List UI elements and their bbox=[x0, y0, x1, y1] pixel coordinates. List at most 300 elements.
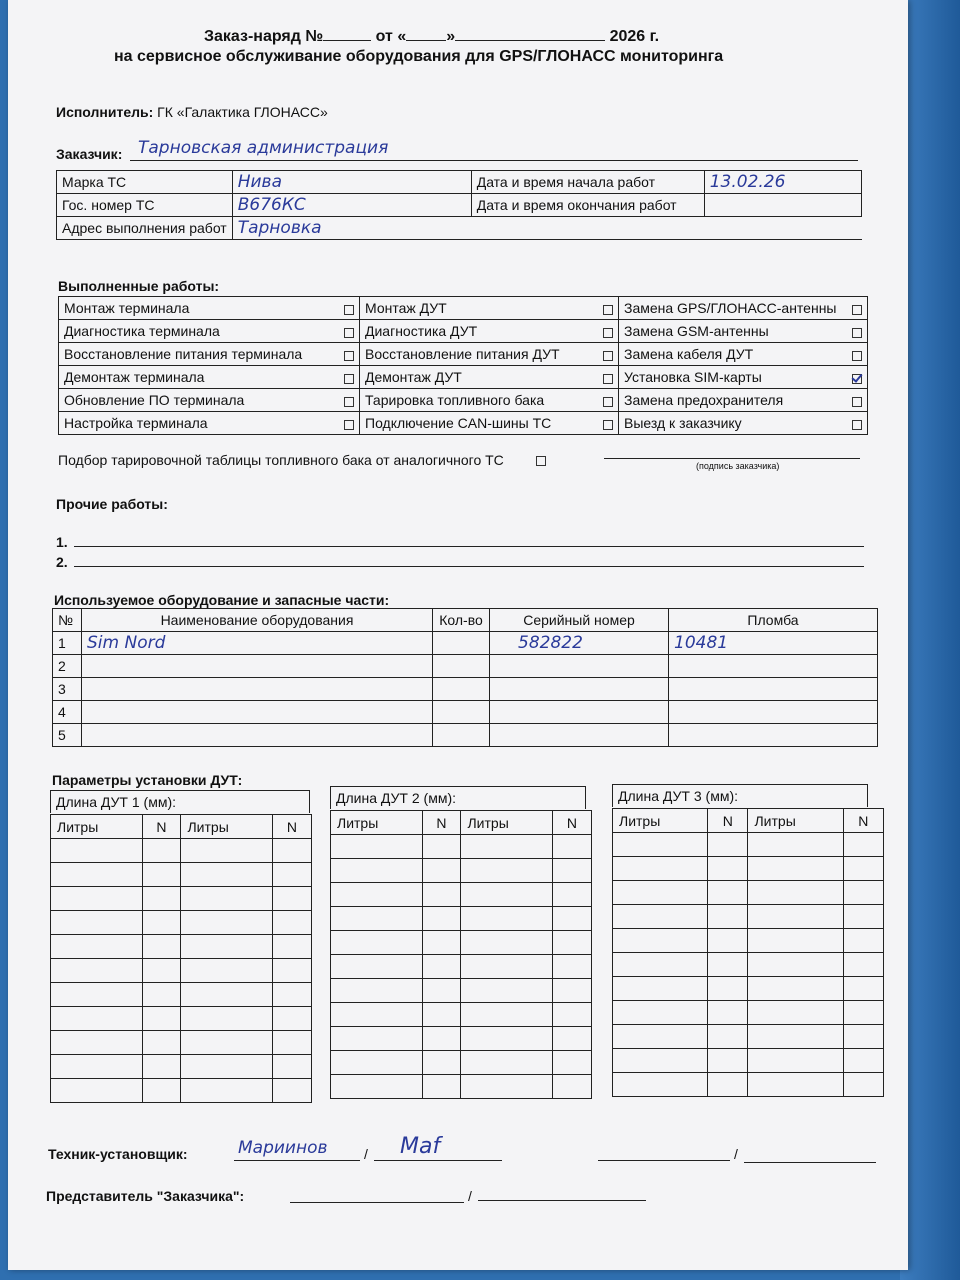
page-title bbox=[204, 28, 659, 46]
dut-row bbox=[613, 1025, 884, 1049]
equipment-cell-seal[interactable] bbox=[669, 678, 878, 701]
dut-row bbox=[51, 959, 312, 983]
dut-cell[interactable] bbox=[461, 907, 553, 931]
dut-cell[interactable] bbox=[142, 1055, 181, 1079]
equipment-row bbox=[53, 632, 878, 655]
dut-cell[interactable] bbox=[613, 953, 708, 977]
customer-signature-line bbox=[604, 458, 860, 459]
dut-cell[interactable] bbox=[843, 833, 884, 857]
equipment-cell-serial[interactable] bbox=[490, 678, 669, 701]
dut-cell[interactable] bbox=[331, 859, 423, 883]
dut-cell[interactable] bbox=[272, 983, 311, 1007]
work-checkbox[interactable] bbox=[344, 420, 354, 430]
dut-cell[interactable] bbox=[843, 1049, 884, 1073]
dut-cell[interactable] bbox=[142, 887, 181, 911]
title-quote: » bbox=[446, 28, 456, 45]
dut-2-table bbox=[330, 810, 592, 1099]
work-checkbox[interactable] bbox=[603, 374, 613, 384]
dut-cell[interactable] bbox=[843, 953, 884, 977]
dut-1-table bbox=[50, 814, 312, 1103]
dut-cell[interactable] bbox=[51, 863, 143, 887]
equipment-cell-n: 3 bbox=[53, 678, 82, 701]
dut-cell[interactable] bbox=[461, 1075, 553, 1099]
work-checkbox[interactable] bbox=[344, 328, 354, 338]
dut-cell[interactable] bbox=[142, 839, 181, 863]
equipment-cell-name[interactable]: Sim Nord bbox=[82, 632, 433, 655]
dut-cell[interactable] bbox=[708, 1001, 748, 1025]
address-value[interactable]: Тарновка bbox=[232, 217, 861, 240]
tech-name-line bbox=[234, 1160, 360, 1161]
work-checkbox[interactable] bbox=[852, 328, 862, 338]
executor-row bbox=[56, 104, 328, 120]
order-form-sheet bbox=[8, 0, 908, 1270]
work-checkbox[interactable] bbox=[852, 374, 862, 384]
dut-cell[interactable] bbox=[181, 1079, 273, 1103]
work-item[interactable] bbox=[619, 297, 868, 320]
background-surface bbox=[900, 0, 960, 1280]
dut-cell[interactable] bbox=[331, 835, 423, 859]
start-label: Дата и время начала работ bbox=[471, 171, 704, 194]
dut-cell[interactable] bbox=[708, 1073, 748, 1097]
dut-cell[interactable] bbox=[843, 905, 884, 929]
dut-cell[interactable] bbox=[272, 959, 311, 983]
plate-value[interactable]: В676КС bbox=[232, 194, 471, 217]
equipment-cell-qty[interactable] bbox=[433, 678, 490, 701]
dut-cell[interactable] bbox=[748, 857, 843, 881]
dut-cell[interactable] bbox=[843, 1025, 884, 1049]
dut-cell[interactable] bbox=[331, 1027, 423, 1051]
other-works-line-2-number: 2. bbox=[56, 554, 68, 570]
equipment-cell-name[interactable] bbox=[82, 655, 433, 678]
dut-cell[interactable] bbox=[843, 929, 884, 953]
work-item-label: Выезд к заказчику bbox=[624, 415, 742, 431]
work-item[interactable] bbox=[360, 297, 619, 320]
equipment-cell-name[interactable] bbox=[82, 701, 433, 724]
work-checkbox[interactable] bbox=[852, 397, 862, 407]
dut-cell[interactable] bbox=[272, 863, 311, 887]
equipment-cell-seal[interactable] bbox=[669, 724, 878, 747]
dut-cell[interactable] bbox=[422, 931, 461, 955]
work-item-label: Подключение CAN-шины ТС bbox=[365, 415, 552, 431]
other-works-line-2[interactable] bbox=[74, 566, 864, 567]
work-checkbox[interactable] bbox=[344, 351, 354, 361]
dut-cell[interactable] bbox=[422, 1027, 461, 1051]
dut-cell[interactable] bbox=[461, 1051, 553, 1075]
dut-cell[interactable] bbox=[331, 907, 423, 931]
dut-row bbox=[51, 1055, 312, 1079]
equipment-cell-name[interactable] bbox=[82, 724, 433, 747]
equipment-title: Используемое оборудование и запасные части: bbox=[54, 592, 390, 608]
dut-header-cell: Литры bbox=[181, 815, 273, 839]
equipment-header-cell: Серийный номер bbox=[490, 609, 669, 632]
dut-cell[interactable] bbox=[708, 1025, 748, 1049]
dut-cell[interactable] bbox=[51, 1079, 143, 1103]
equipment-header-cell: Наименование оборудования bbox=[82, 609, 433, 632]
equipment-cell-seal[interactable]: 10481 bbox=[669, 632, 878, 655]
customer-value[interactable]: Тарновская администрация bbox=[138, 138, 389, 158]
work-item-label: Замена GPS/ГЛОНАСС-антенны bbox=[624, 300, 837, 316]
dut-cell[interactable] bbox=[142, 1031, 181, 1055]
dut-header-row bbox=[331, 811, 592, 835]
work-item[interactable] bbox=[360, 366, 619, 389]
dut-row bbox=[331, 1027, 592, 1051]
dut-row bbox=[51, 935, 312, 959]
work-checkbox[interactable] bbox=[603, 351, 613, 361]
dut-cell[interactable] bbox=[613, 857, 708, 881]
dut-row bbox=[613, 905, 884, 929]
dut-cell[interactable] bbox=[272, 1079, 311, 1103]
work-item[interactable] bbox=[59, 389, 360, 412]
equipment-row bbox=[53, 724, 878, 747]
work-item[interactable] bbox=[619, 412, 868, 435]
dut-cell[interactable] bbox=[552, 955, 591, 979]
dut-cell[interactable] bbox=[331, 979, 423, 1003]
dut-row bbox=[51, 1007, 312, 1031]
work-item-label: Замена предохранителя bbox=[624, 392, 784, 408]
dut-header-cell: Литры bbox=[613, 809, 708, 833]
dut-cell[interactable] bbox=[552, 1027, 591, 1051]
dut-row bbox=[613, 977, 884, 1001]
dut-cell[interactable] bbox=[272, 839, 311, 863]
dut-cell[interactable] bbox=[613, 881, 708, 905]
dut-row bbox=[613, 1001, 884, 1025]
executor-label: Исполнитель: bbox=[56, 104, 154, 120]
dut-header-cell: N bbox=[142, 815, 181, 839]
dut-row bbox=[331, 859, 592, 883]
dut-header-cell: N bbox=[708, 809, 748, 833]
selection-checkbox[interactable] bbox=[536, 456, 546, 466]
dut-cell[interactable] bbox=[461, 883, 553, 907]
dut-cell[interactable] bbox=[51, 839, 143, 863]
dut-row bbox=[613, 1049, 884, 1073]
dut-row bbox=[51, 1079, 312, 1103]
dut-cell[interactable] bbox=[748, 1049, 843, 1073]
dut-cell[interactable] bbox=[748, 1073, 843, 1097]
dut-cell[interactable] bbox=[708, 905, 748, 929]
equipment-cell-seal[interactable] bbox=[669, 655, 878, 678]
dut-cell[interactable] bbox=[181, 1007, 273, 1031]
dut-cell[interactable] bbox=[181, 887, 273, 911]
dut-row bbox=[613, 1073, 884, 1097]
equipment-cell-serial[interactable] bbox=[490, 655, 669, 678]
dut-cell[interactable] bbox=[272, 887, 311, 911]
work-item-label: Диагностика терминала bbox=[64, 323, 220, 339]
end-value[interactable] bbox=[704, 194, 861, 217]
dut-row bbox=[613, 929, 884, 953]
work-checkbox[interactable] bbox=[344, 374, 354, 384]
work-checkbox[interactable] bbox=[852, 305, 862, 315]
dut-header-row bbox=[51, 815, 312, 839]
dut-cell[interactable] bbox=[422, 907, 461, 931]
work-item[interactable] bbox=[59, 412, 360, 435]
dut-cell[interactable] bbox=[843, 977, 884, 1001]
customer-label: Заказчик: bbox=[56, 146, 123, 162]
dut-cell[interactable] bbox=[748, 881, 843, 905]
dut-cell[interactable] bbox=[181, 839, 273, 863]
equipment-cell-qty[interactable] bbox=[433, 724, 490, 747]
work-checkbox[interactable] bbox=[344, 397, 354, 407]
dut-cell[interactable] bbox=[422, 979, 461, 1003]
equipment-row bbox=[53, 678, 878, 701]
works-row bbox=[59, 320, 868, 343]
dut-cell[interactable] bbox=[613, 1001, 708, 1025]
dut-cell[interactable] bbox=[708, 977, 748, 1001]
equipment-cell-serial[interactable] bbox=[490, 701, 669, 724]
dut-cell[interactable] bbox=[422, 835, 461, 859]
dut-header-cell: Литры bbox=[51, 815, 143, 839]
equipment-table bbox=[52, 608, 878, 747]
equipment-cell-serial[interactable] bbox=[490, 724, 669, 747]
dut-cell[interactable] bbox=[181, 1031, 273, 1055]
extra-slash: / bbox=[734, 1146, 738, 1162]
work-item[interactable] bbox=[619, 366, 868, 389]
equipment-row bbox=[53, 655, 878, 678]
dut-cell[interactable] bbox=[51, 1055, 143, 1079]
equipment-cell-qty[interactable] bbox=[433, 655, 490, 678]
dut-cell[interactable] bbox=[142, 1007, 181, 1031]
rep-label: Представитель "Заказчика": bbox=[46, 1188, 245, 1204]
dut-cell[interactable] bbox=[142, 959, 181, 983]
dut-row bbox=[331, 1075, 592, 1099]
work-checkbox[interactable] bbox=[344, 305, 354, 315]
work-checkbox[interactable] bbox=[852, 351, 862, 361]
equipment-cell-n: 2 bbox=[53, 655, 82, 678]
dut-cell[interactable] bbox=[748, 905, 843, 929]
dut-cell[interactable] bbox=[181, 983, 273, 1007]
dut-row bbox=[51, 1031, 312, 1055]
works-row bbox=[59, 366, 868, 389]
work-item[interactable] bbox=[59, 297, 360, 320]
dut-cell[interactable] bbox=[272, 1007, 311, 1031]
dut-row bbox=[613, 833, 884, 857]
other-works-line-1[interactable] bbox=[74, 546, 864, 547]
title-prefix: Заказ-наряд № bbox=[204, 28, 324, 45]
dut-cell[interactable] bbox=[613, 977, 708, 1001]
dut-cell[interactable] bbox=[51, 1007, 143, 1031]
dut-row bbox=[51, 887, 312, 911]
selection-row bbox=[58, 452, 546, 468]
dut-cell[interactable] bbox=[552, 1051, 591, 1075]
dut-cell[interactable] bbox=[613, 905, 708, 929]
works-title: Выполненные работы: bbox=[58, 278, 220, 294]
work-item[interactable] bbox=[360, 389, 619, 412]
dut-cell[interactable] bbox=[331, 1051, 423, 1075]
dut-row bbox=[331, 1003, 592, 1027]
work-item-label: Замена GSM-антенны bbox=[624, 323, 769, 339]
dut-cell[interactable] bbox=[142, 1079, 181, 1103]
dut-cell[interactable] bbox=[331, 1003, 423, 1027]
tech-sign-line bbox=[374, 1160, 502, 1161]
work-checkbox[interactable] bbox=[603, 305, 613, 315]
end-label: Дата и время окончания работ bbox=[471, 194, 704, 217]
dut-cell[interactable] bbox=[461, 1003, 553, 1027]
plate-label: Гос. номер ТС bbox=[57, 194, 233, 217]
work-item[interactable] bbox=[360, 412, 619, 435]
dut-cell[interactable] bbox=[331, 883, 423, 907]
dut-cell[interactable] bbox=[843, 1073, 884, 1097]
works-row bbox=[59, 412, 868, 435]
work-item[interactable] bbox=[619, 343, 868, 366]
dut-row bbox=[331, 907, 592, 931]
dut-cell[interactable] bbox=[748, 929, 843, 953]
equipment-header-cell: Пломба bbox=[669, 609, 878, 632]
dut-cell[interactable] bbox=[552, 1075, 591, 1099]
dut-cell[interactable] bbox=[422, 859, 461, 883]
dut-header-cell: Литры bbox=[748, 809, 843, 833]
dut-cell[interactable] bbox=[843, 881, 884, 905]
dut-cell[interactable] bbox=[422, 955, 461, 979]
work-checkbox[interactable] bbox=[603, 397, 613, 407]
dut-3-table bbox=[612, 808, 884, 1097]
dut-cell[interactable] bbox=[461, 955, 553, 979]
dut-cell[interactable] bbox=[142, 935, 181, 959]
dut-cell[interactable] bbox=[142, 983, 181, 1007]
dut-cell[interactable] bbox=[613, 1025, 708, 1049]
dut-cell[interactable] bbox=[422, 1075, 461, 1099]
title-ot: от « bbox=[375, 28, 407, 45]
dut-cell[interactable] bbox=[552, 931, 591, 955]
work-item[interactable] bbox=[59, 320, 360, 343]
work-item-label: Обновление ПО терминала bbox=[64, 392, 245, 408]
dut-cell[interactable] bbox=[613, 833, 708, 857]
vehicle-table bbox=[56, 170, 862, 240]
equipment-cell-n: 1 bbox=[53, 632, 82, 655]
dut-cell[interactable] bbox=[708, 1049, 748, 1073]
dut-cell[interactable] bbox=[51, 983, 143, 1007]
dut-cell[interactable] bbox=[51, 935, 143, 959]
dut-cell[interactable] bbox=[331, 931, 423, 955]
dut-cell[interactable] bbox=[748, 833, 843, 857]
equipment-cell-qty[interactable] bbox=[433, 632, 490, 655]
dut-cell[interactable] bbox=[461, 835, 553, 859]
dut-cell[interactable] bbox=[272, 1055, 311, 1079]
work-item-label: Замена кабеля ДУТ bbox=[624, 346, 754, 362]
dut-cell[interactable] bbox=[272, 1031, 311, 1055]
work-checkbox[interactable] bbox=[852, 420, 862, 430]
dut-cell[interactable] bbox=[181, 1055, 273, 1079]
dut-cell[interactable] bbox=[331, 1075, 423, 1099]
dut-cell[interactable] bbox=[51, 1031, 143, 1055]
dut-cell[interactable] bbox=[708, 833, 748, 857]
dut-cell[interactable] bbox=[331, 955, 423, 979]
equipment-cell-serial[interactable]: 582822 bbox=[490, 632, 669, 655]
rep-sign-line bbox=[478, 1200, 646, 1201]
title-year: 2026 г. bbox=[609, 28, 660, 45]
dut-cell[interactable] bbox=[613, 1049, 708, 1073]
dut-row bbox=[331, 979, 592, 1003]
dut-cell[interactable] bbox=[613, 929, 708, 953]
dut-header-cell: Литры bbox=[331, 811, 423, 835]
dut-header-cell: N bbox=[552, 811, 591, 835]
work-checkbox[interactable] bbox=[603, 420, 613, 430]
dut-title: Параметры установки ДУТ: bbox=[52, 772, 243, 788]
dut-cell[interactable] bbox=[461, 931, 553, 955]
dut-cell[interactable] bbox=[552, 907, 591, 931]
dut-cell[interactable] bbox=[748, 977, 843, 1001]
dut-cell[interactable] bbox=[422, 1003, 461, 1027]
work-item-label: Восстановление питания ДУТ bbox=[365, 346, 560, 362]
dut-cell[interactable] bbox=[272, 935, 311, 959]
dut-2-length-label: Длина ДУТ 2 (мм): bbox=[330, 786, 586, 809]
dut-row bbox=[613, 953, 884, 977]
dut-cell[interactable] bbox=[708, 929, 748, 953]
start-value[interactable]: 13.02.26 bbox=[704, 171, 861, 194]
dut-cell[interactable] bbox=[748, 1025, 843, 1049]
work-item[interactable] bbox=[360, 320, 619, 343]
equipment-cell-qty[interactable] bbox=[433, 701, 490, 724]
dut-row bbox=[331, 883, 592, 907]
dut-cell[interactable] bbox=[748, 953, 843, 977]
work-item[interactable] bbox=[619, 389, 868, 412]
tech-name[interactable]: Мариинов bbox=[238, 1138, 328, 1158]
dut-cell[interactable] bbox=[552, 883, 591, 907]
dut-row bbox=[51, 863, 312, 887]
tech-signature[interactable]: Маf bbox=[400, 1134, 441, 1159]
dut-cell[interactable] bbox=[552, 1003, 591, 1027]
selection-label: Подбор тарировочной таблицы топливного бака от аналогичного ТС bbox=[58, 452, 504, 468]
equipment-cell-name[interactable] bbox=[82, 678, 433, 701]
dut-cell[interactable] bbox=[142, 911, 181, 935]
dut-cell[interactable] bbox=[181, 959, 273, 983]
brand-value[interactable]: Нива bbox=[232, 171, 471, 194]
equipment-cell-n: 5 bbox=[53, 724, 82, 747]
dut-cell[interactable] bbox=[181, 935, 273, 959]
dut-cell[interactable] bbox=[272, 911, 311, 935]
equipment-row bbox=[53, 701, 878, 724]
dut-cell[interactable] bbox=[422, 883, 461, 907]
dut-cell[interactable] bbox=[708, 881, 748, 905]
dut-cell[interactable] bbox=[552, 835, 591, 859]
work-checkbox[interactable] bbox=[603, 328, 613, 338]
equipment-cell-seal[interactable] bbox=[669, 701, 878, 724]
dut-cell[interactable] bbox=[142, 863, 181, 887]
dut-cell[interactable] bbox=[843, 1001, 884, 1025]
work-item-label: Тарировка топливного бака bbox=[365, 392, 545, 408]
dut-cell[interactable] bbox=[461, 979, 553, 1003]
work-item[interactable] bbox=[59, 366, 360, 389]
other-works-title: Прочие работы: bbox=[56, 496, 168, 512]
work-item-label: Монтаж терминала bbox=[64, 300, 190, 316]
dut-cell[interactable] bbox=[51, 959, 143, 983]
dut-cell[interactable] bbox=[51, 911, 143, 935]
dut-cell[interactable] bbox=[748, 1001, 843, 1025]
tech-label: Техник-установщик: bbox=[48, 1146, 188, 1162]
extra-sign-line-2 bbox=[744, 1162, 876, 1163]
equipment-header-cell: № bbox=[53, 609, 82, 632]
dut-1-length-label: Длина ДУТ 1 (мм): bbox=[50, 790, 310, 813]
work-item-label: Монтаж ДУТ bbox=[365, 300, 447, 316]
dut-cell[interactable] bbox=[422, 1051, 461, 1075]
dut-cell[interactable] bbox=[613, 1073, 708, 1097]
dut-cell[interactable] bbox=[552, 859, 591, 883]
work-item[interactable] bbox=[360, 343, 619, 366]
work-item[interactable] bbox=[59, 343, 360, 366]
dut-row bbox=[331, 835, 592, 859]
dut-cell[interactable] bbox=[51, 887, 143, 911]
dut-cell[interactable] bbox=[708, 857, 748, 881]
dut-cell[interactable] bbox=[461, 859, 553, 883]
dut-cell[interactable] bbox=[461, 1027, 553, 1051]
customer-line bbox=[130, 160, 858, 161]
dut-cell[interactable] bbox=[843, 857, 884, 881]
dut-cell[interactable] bbox=[181, 863, 273, 887]
dut-header-cell: Литры bbox=[461, 811, 553, 835]
dut-cell[interactable] bbox=[552, 979, 591, 1003]
dut-cell[interactable] bbox=[708, 953, 748, 977]
work-item[interactable] bbox=[619, 320, 868, 343]
dut-cell[interactable] bbox=[181, 911, 273, 935]
works-row bbox=[59, 389, 868, 412]
